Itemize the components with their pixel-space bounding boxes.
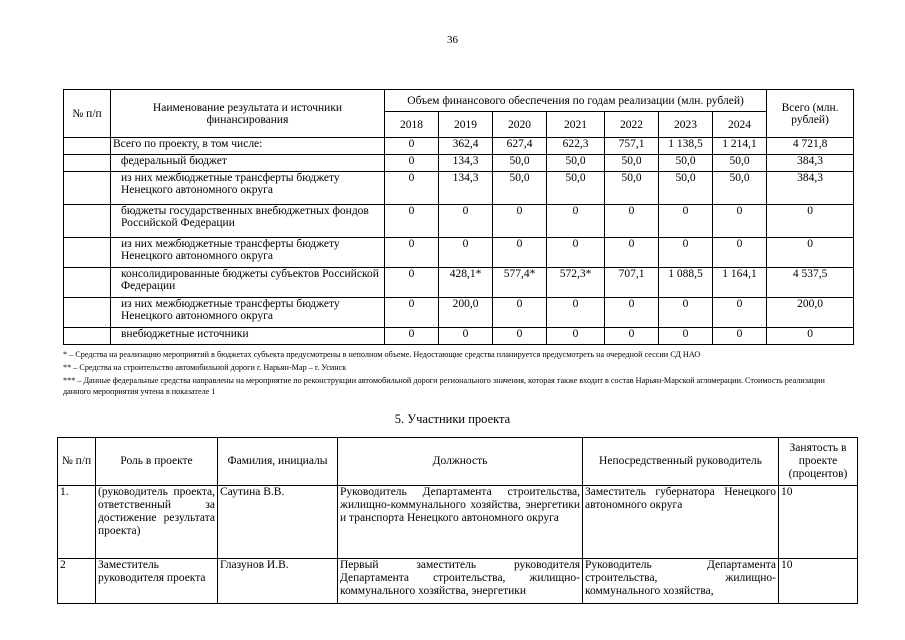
row-value: 0	[605, 205, 659, 238]
row-value: 50,0	[713, 172, 767, 205]
table-row	[58, 559, 858, 604]
row-value: 757,1	[605, 138, 659, 155]
header-volume: Объем финансового обеспечения по годам реализации (млн. рублей)	[385, 90, 767, 112]
row-value: 0	[659, 298, 713, 328]
row-total: 4 721,8	[767, 138, 854, 155]
row-total: 0	[767, 205, 854, 238]
footnote: * – Средства на реализацию мероприятий в бюджетах субъекта предусмотрены в неполном объеме. Недостающие средства планируется предусмотреть на очередной сессии СД НАО	[63, 350, 701, 359]
participants-table	[57, 437, 858, 604]
participant-name: Глазунов И.В.	[218, 559, 338, 604]
row-value: 134,3	[439, 155, 493, 172]
row-total: 4 537,5	[767, 268, 854, 298]
row-value: 0	[713, 328, 767, 345]
row-value: 0	[439, 205, 493, 238]
participant-role: (руководитель проекта, ответственный за достижение результата проекта)	[96, 486, 218, 559]
row-value: 0	[439, 238, 493, 268]
participants-header-employment: Занятость в проекте (процентов)	[779, 438, 858, 486]
row-total: 0	[767, 238, 854, 268]
row-value: 0	[605, 238, 659, 268]
row-value: 0	[493, 298, 547, 328]
row-value: 1 138,5	[659, 138, 713, 155]
header-num: № п/п	[64, 90, 111, 138]
participant-role: Заместитель руководителя проекта	[96, 559, 218, 604]
row-total: 384,3	[767, 172, 854, 205]
row-value: 1 164,1	[713, 268, 767, 298]
row-value: 50,0	[605, 155, 659, 172]
header-year: 2023	[659, 112, 713, 138]
header-name: Наименование результата и источники финансирования	[111, 90, 385, 138]
row-num	[64, 138, 111, 155]
row-num	[64, 205, 111, 238]
table-row	[64, 238, 854, 268]
row-label: из них межбюджетные трансферты бюджету Ненецкого автономного округа	[111, 172, 385, 205]
footnote: *** – Данные федеральные средства направлены на мероприятие по реконструкции автомобильной дороги регионального значения, которая также входит в состав Нарьян-Марской агломерации. Стоимость реализации данного мероприятия учтена в показателе 1	[63, 376, 825, 396]
row-value: 50,0	[493, 155, 547, 172]
financing-table	[63, 89, 854, 345]
participant-num: 1.	[58, 486, 96, 559]
row-label: федеральный бюджет	[111, 155, 385, 172]
row-value: 50,0	[547, 155, 605, 172]
table-row	[64, 268, 854, 298]
row-num	[64, 172, 111, 205]
row-value: 1 214,1	[713, 138, 767, 155]
row-label: бюджеты государственных внебюджетных фондов Российской Федерации	[111, 205, 385, 238]
row-total: 200,0	[767, 298, 854, 328]
row-value: 134,3	[439, 172, 493, 205]
row-label: консолидированные бюджеты субъектов Российской Федерации	[111, 268, 385, 298]
row-label: из них межбюджетные трансферты бюджету Ненецкого автономного округа	[111, 298, 385, 328]
table-row	[64, 328, 854, 345]
row-value: 707,1	[605, 268, 659, 298]
table-row	[64, 138, 854, 155]
header-year: 2024	[713, 112, 767, 138]
row-value: 0	[385, 205, 439, 238]
row-value: 622,3	[547, 138, 605, 155]
header-year: 2021	[547, 112, 605, 138]
row-num	[64, 328, 111, 345]
row-value: 0	[385, 172, 439, 205]
row-value: 0	[605, 328, 659, 345]
row-num	[64, 298, 111, 328]
row-value: 0	[385, 298, 439, 328]
participant-position: Руководитель Департамента строительства, жилищно-коммунального хозяйства, энергетики и транспорта Ненецкого автономного округа	[338, 486, 583, 559]
participants-header-position: Должность	[338, 438, 583, 486]
header-year: 2020	[493, 112, 547, 138]
row-value: 0	[713, 298, 767, 328]
header-total: Всего (млн. рублей)	[767, 90, 854, 138]
row-num	[64, 238, 111, 268]
row-value: 50,0	[713, 155, 767, 172]
row-value: 362,4	[439, 138, 493, 155]
row-value: 572,3*	[547, 268, 605, 298]
row-value: 0	[385, 238, 439, 268]
row-value: 0	[547, 328, 605, 345]
participant-num: 2	[58, 559, 96, 604]
row-value: 200,0	[439, 298, 493, 328]
header-year: 2022	[605, 112, 659, 138]
row-value: 0	[547, 238, 605, 268]
table-row	[64, 205, 854, 238]
table-row	[58, 486, 858, 559]
row-value: 428,1*	[439, 268, 493, 298]
participant-employment: 10	[779, 486, 858, 559]
participants-header-num: № п/п	[58, 438, 96, 486]
row-value: 50,0	[547, 172, 605, 205]
row-value: 0	[605, 298, 659, 328]
row-value: 0	[659, 238, 713, 268]
page-number: 36	[447, 34, 458, 46]
row-num	[64, 155, 111, 172]
row-value: 1 088,5	[659, 268, 713, 298]
row-total: 384,3	[767, 155, 854, 172]
participants-header-role: Роль в проекте	[96, 438, 218, 486]
row-value: 0	[713, 238, 767, 268]
footnote: ** – Средства на строительство автомобильной дороги г. Нарьян-Мар – г. Усинск	[63, 363, 347, 372]
participant-name: Саутина В.В.	[218, 486, 338, 559]
row-value: 0	[493, 328, 547, 345]
row-value: 577,4*	[493, 268, 547, 298]
section-title: 5. Участники проекта	[394, 412, 511, 426]
row-value: 0	[659, 328, 713, 345]
row-value: 0	[385, 328, 439, 345]
table-row	[64, 172, 854, 205]
row-value: 0	[385, 138, 439, 155]
row-total: 0	[767, 328, 854, 345]
row-value: 627,4	[493, 138, 547, 155]
row-value: 50,0	[605, 172, 659, 205]
row-value: 50,0	[659, 155, 713, 172]
row-value: 0	[385, 155, 439, 172]
participant-position: Первый заместитель руководителя Департамента строительства, жилищно-коммунального хозяйства, энергетики	[338, 559, 583, 604]
participant-supervisor: Заместитель губернатора Ненецкого автономного округа	[583, 486, 779, 559]
participant-employment: 10	[779, 559, 858, 604]
row-value: 0	[385, 268, 439, 298]
row-value: 0	[713, 205, 767, 238]
row-label: внебюджетные источники	[111, 328, 385, 345]
row-value: 0	[493, 238, 547, 268]
table-row	[64, 298, 854, 328]
row-label: из них межбюджетные трансферты бюджету Ненецкого автономного округа	[111, 238, 385, 268]
header-year: 2018	[385, 112, 439, 138]
header-year: 2019	[439, 112, 493, 138]
row-value: 0	[493, 205, 547, 238]
row-value: 0	[659, 205, 713, 238]
row-value: 0	[439, 328, 493, 345]
row-value: 50,0	[493, 172, 547, 205]
participants-header-supervisor: Непосредственный руководитель	[583, 438, 779, 486]
row-value: 50,0	[659, 172, 713, 205]
row-label: Всего по проекту, в том числе:	[111, 138, 385, 155]
table-row	[64, 155, 854, 172]
row-value: 0	[547, 205, 605, 238]
row-num	[64, 268, 111, 298]
row-value: 0	[547, 298, 605, 328]
participants-header-name: Фамилия, инициалы	[218, 438, 338, 486]
participant-supervisor: Руководитель Департамента строительства, жилищно-коммунального хозяйства,	[583, 559, 779, 604]
